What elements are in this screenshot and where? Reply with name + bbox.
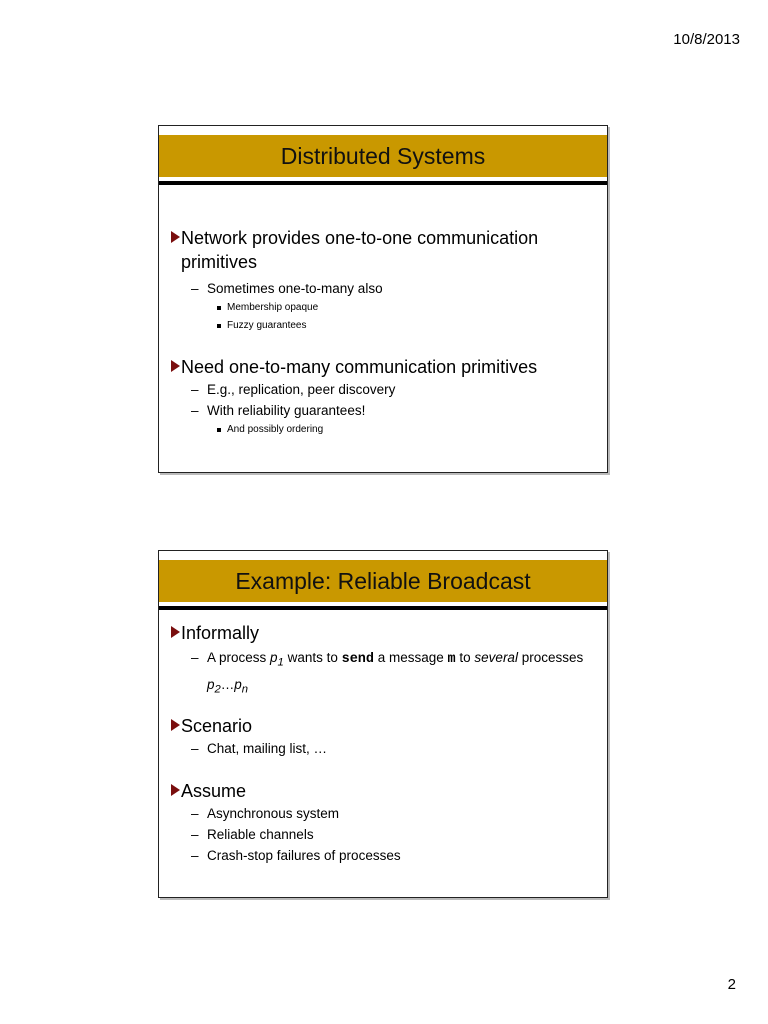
- bullet-arrow-icon: [171, 719, 180, 731]
- square-bullet-icon: [217, 324, 221, 328]
- bullet-level3: Membership opaque: [171, 299, 599, 317]
- square-bullet-icon: [217, 306, 221, 310]
- dash-icon: –: [191, 650, 199, 665]
- bullet-level1: Assume: [171, 779, 599, 803]
- dash-icon: –: [191, 741, 199, 757]
- bullet-level2: – Crash-stop failures of processes: [171, 845, 599, 866]
- bullet-arrow-icon: [171, 784, 180, 796]
- bullet-level1: Network provides one-to-one communication primitives: [171, 226, 599, 274]
- bullet-level2: – Reliable channels: [171, 824, 599, 845]
- slide-reliable-broadcast: [158, 550, 608, 898]
- bullet-level3: Fuzzy guarantees: [171, 317, 599, 335]
- slide-distributed-systems: [158, 125, 608, 473]
- bullet-level2: – A process $p_1$ wants to send a message m to several processes $p_2\dots p_n$: [171, 647, 599, 700]
- slide-body: [171, 621, 599, 866]
- page-date: 10/8/2013: [673, 31, 740, 48]
- slide-title: Distributed Systems: [159, 135, 607, 177]
- bullet-level2: – E.g., replication, peer discovery: [171, 379, 599, 400]
- bullet-arrow-icon: [171, 626, 180, 638]
- bullet-level2: – Sometimes one-to-many also: [171, 278, 599, 299]
- message-variable: m: [447, 652, 456, 667]
- dash-icon: –: [191, 403, 199, 418]
- bullet-level2: – Asynchronous system: [171, 803, 599, 824]
- dash-icon: –: [191, 827, 199, 843]
- bullet-level1: Need one-to-many communication primitives: [171, 355, 599, 379]
- square-bullet-icon: [217, 428, 221, 432]
- page-number: 2: [727, 976, 736, 993]
- title-rule: [159, 181, 607, 185]
- bullet-arrow-icon: [171, 231, 180, 243]
- bullet-arrow-icon: [171, 360, 180, 372]
- dash-icon: –: [191, 806, 199, 822]
- bullet-level1: Scenario: [171, 714, 599, 738]
- bullet-level2: – Chat, mailing list, …: [171, 738, 599, 759]
- bullet-level2: – With reliability guarantees!: [171, 400, 599, 421]
- bullet-level3: And possibly ordering: [171, 421, 599, 439]
- slide-body: [171, 226, 599, 439]
- dash-icon: –: [191, 848, 199, 864]
- title-rule: [159, 606, 607, 610]
- send-keyword: send: [341, 652, 374, 667]
- dash-icon: –: [191, 382, 199, 397]
- slide-title: Example: Reliable Broadcast: [159, 560, 607, 602]
- bullet-level1: Informally: [171, 621, 599, 645]
- dash-icon: –: [191, 281, 199, 296]
